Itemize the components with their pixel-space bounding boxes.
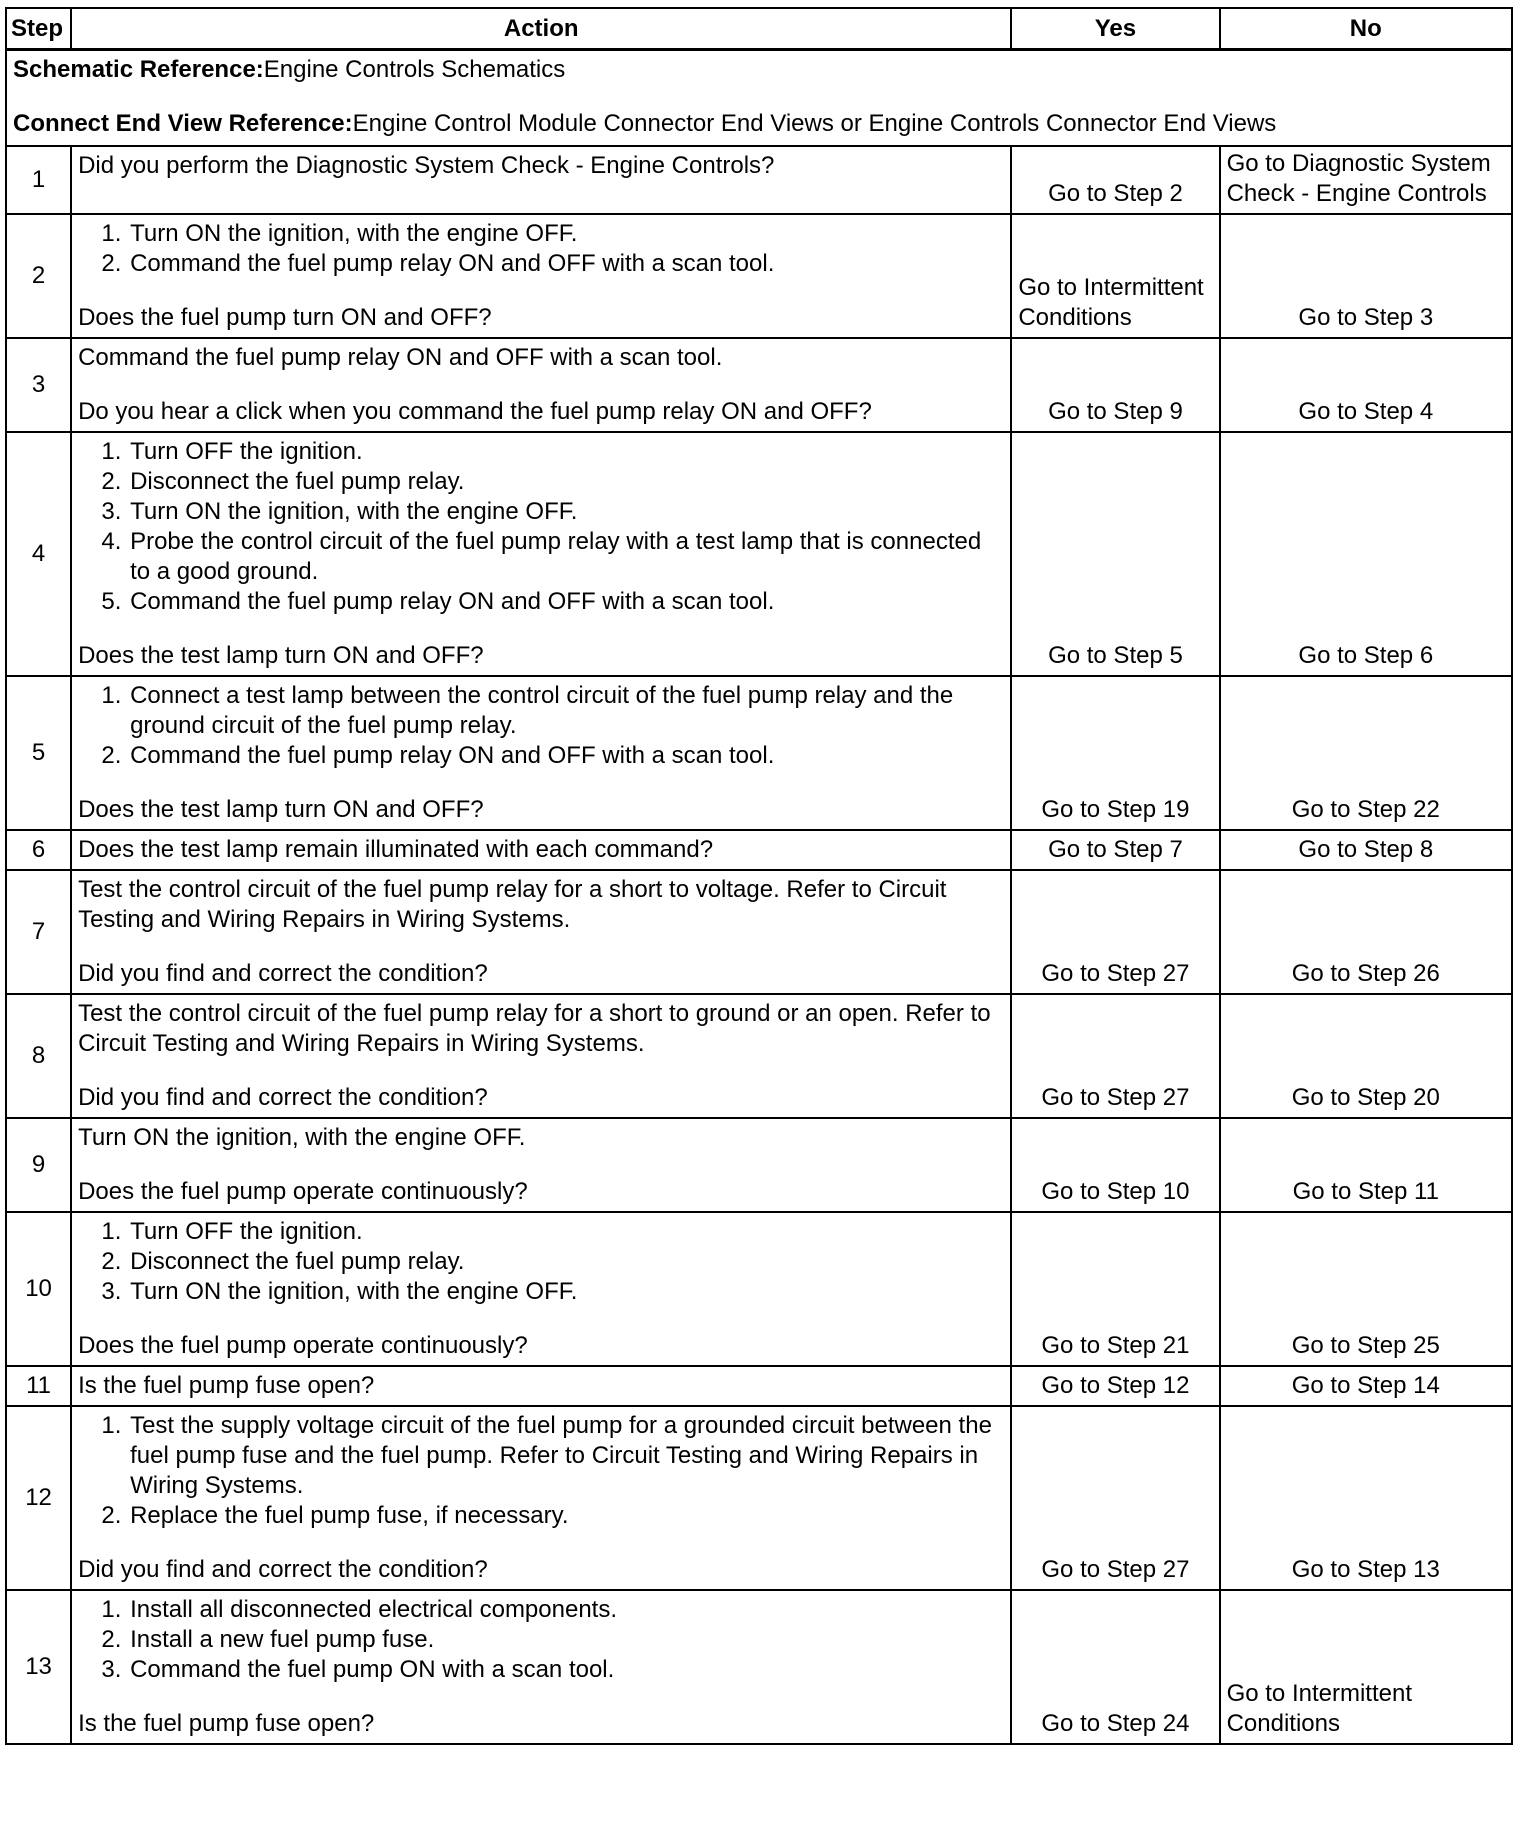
list-item: 1. Turn OFF the ignition.: [128, 1217, 1004, 1247]
no-result: Go to Step 11: [1220, 1118, 1512, 1212]
list-item: 2. Command the fuel pump relay ON and OFF with a scan tool.: [128, 741, 1004, 771]
list-item: 2. Command the fuel pump relay ON and OFF with a scan tool.: [128, 249, 1004, 279]
yes-result: Go to Step 7: [1011, 830, 1219, 870]
reference-cell: [6, 50, 1512, 147]
step-number: 2: [6, 214, 71, 338]
action-question: Did you perform the Diagnostic System Check - Engine Controls?: [78, 152, 775, 179]
action-question: Did you find and correct the condition?: [78, 1556, 488, 1583]
step-number: 6: [6, 830, 71, 870]
no-result: Go to Step 6: [1220, 432, 1512, 676]
action-steps-list: [78, 1411, 1004, 1531]
table-row: [6, 830, 1512, 870]
no-result: Go to Intermittent Conditions: [1220, 1590, 1512, 1744]
list-item: 2. Disconnect the fuel pump relay.: [128, 1247, 1004, 1277]
spacer: [78, 617, 1004, 641]
diagnostic-table: [5, 7, 1513, 1745]
spacer: [78, 771, 1004, 795]
action-cell: [71, 830, 1011, 870]
yes-result: Go to Step 5: [1011, 432, 1219, 676]
step-number: 7: [6, 870, 71, 994]
no-result: Go to Step 20: [1220, 994, 1512, 1118]
action-question: Do you hear a click when you command the fuel pump relay ON and OFF?: [78, 398, 872, 425]
table-row: [6, 1366, 1512, 1406]
yes-result: Go to Step 27: [1011, 1406, 1219, 1590]
action-cell: [71, 994, 1011, 1118]
step-number: 5: [6, 676, 71, 830]
action-cell: [71, 676, 1011, 830]
table-row: [6, 870, 1512, 994]
step-number: 9: [6, 1118, 71, 1212]
action-question: Does the fuel pump operate continuously?: [78, 1332, 528, 1359]
action-cell: [71, 1590, 1011, 1744]
action-steps-list: [78, 1595, 1004, 1685]
action-steps-list: [78, 681, 1004, 771]
table-row: [6, 338, 1512, 432]
reference-row: [6, 50, 1512, 147]
yes-result: Go to Step 21: [1011, 1212, 1219, 1366]
no-result: Go to Step 26: [1220, 870, 1512, 994]
connector-reference-value: Engine Control Module Connector End Views or Engine Controls Connector End Views: [352, 110, 1277, 137]
action-question: Did you find and correct the condition?: [78, 960, 488, 987]
spacer: [78, 1531, 1004, 1555]
list-item: 1. Turn ON the ignition, with the engine OFF.: [128, 219, 1004, 249]
action-intro: Command the fuel pump relay ON and OFF with a scan tool.: [78, 344, 723, 371]
spacer: [78, 1059, 1004, 1083]
action-cell: [71, 432, 1011, 676]
action-question: Is the fuel pump fuse open?: [78, 1372, 375, 1399]
list-item: 2. Replace the fuel pump fuse, if necessary.: [128, 1501, 1004, 1531]
step-number: 10: [6, 1212, 71, 1366]
table-body: [6, 50, 1512, 1745]
yes-result: Go to Intermittent Conditions: [1011, 214, 1219, 338]
header-step: Step: [6, 8, 71, 50]
action-cell: [71, 214, 1011, 338]
table-row: [6, 1118, 1512, 1212]
header-no: No: [1220, 8, 1512, 50]
table-row: [6, 994, 1512, 1118]
action-cell: [71, 870, 1011, 994]
no-result: Go to Step 14: [1220, 1366, 1512, 1406]
action-intro: Turn ON the ignition, with the engine OFF.: [78, 1124, 526, 1151]
spacer: [78, 373, 1004, 397]
action-cell: [71, 1366, 1011, 1406]
step-number: 4: [6, 432, 71, 676]
yes-result: Go to Step 27: [1011, 994, 1219, 1118]
action-question: Does the fuel pump operate continuously?: [78, 1178, 528, 1205]
list-item: 5. Command the fuel pump relay ON and OFF with a scan tool.: [128, 587, 1004, 617]
list-item: 2. Install a new fuel pump fuse.: [128, 1625, 1004, 1655]
yes-result: Go to Step 27: [1011, 870, 1219, 994]
no-result: Go to Step 3: [1220, 214, 1512, 338]
table-row: [6, 214, 1512, 338]
step-number: 12: [6, 1406, 71, 1590]
yes-result: Go to Step 19: [1011, 676, 1219, 830]
list-item: 1. Connect a test lamp between the control circuit of the fuel pump relay and the ground circuit of the fuel pump relay.: [128, 681, 1004, 741]
action-intro: Test the control circuit of the fuel pump relay for a short to ground or an open. Refer to Circuit Testing and Wiring Repairs in Wiring Systems.: [78, 1000, 991, 1057]
yes-result: Go to Step 10: [1011, 1118, 1219, 1212]
action-cell: [71, 338, 1011, 432]
action-steps-list: [78, 219, 1004, 279]
table-row: [6, 1406, 1512, 1590]
list-item: 1. Test the supply voltage circuit of the fuel pump for a grounded circuit between the fuel pump fuse and the fuel pump. Refer to Circuit Testing and Wiring Repairs in Wiring Systems.: [128, 1411, 1004, 1501]
schematic-reference-label: Schematic Reference:: [13, 56, 264, 83]
no-result: Go to Diagnostic System Check - Engine Controls: [1220, 146, 1512, 214]
yes-result: Go to Step 12: [1011, 1366, 1219, 1406]
spacer: [78, 1153, 1004, 1177]
no-result: Go to Step 13: [1220, 1406, 1512, 1590]
action-steps-list: [78, 437, 1004, 617]
action-intro: Test the control circuit of the fuel pump relay for a short to voltage. Refer to Circuit Testing and Wiring Repairs in Wiring Systems.: [78, 876, 947, 933]
action-question: Did you find and correct the condition?: [78, 1084, 488, 1111]
table-row: [6, 676, 1512, 830]
list-item: 3. Turn ON the ignition, with the engine OFF.: [128, 497, 1004, 527]
action-cell: [71, 146, 1011, 214]
list-item: 1. Install all disconnected electrical components.: [128, 1595, 1004, 1625]
table-row: [6, 146, 1512, 214]
step-number: 3: [6, 338, 71, 432]
step-number: 13: [6, 1590, 71, 1744]
header-yes: Yes: [1011, 8, 1219, 50]
spacer: [78, 1685, 1004, 1709]
action-cell: [71, 1406, 1011, 1590]
no-result: Go to Step 4: [1220, 338, 1512, 432]
table-row: [6, 432, 1512, 676]
list-item: 1. Turn OFF the ignition.: [128, 437, 1004, 467]
no-result: Go to Step 25: [1220, 1212, 1512, 1366]
connector-reference-label: Connect End View Reference:: [13, 110, 353, 137]
step-number: 11: [6, 1366, 71, 1406]
action-question: Does the test lamp turn ON and OFF?: [78, 642, 484, 669]
list-item: 2. Disconnect the fuel pump relay.: [128, 467, 1004, 497]
action-question: Does the test lamp turn ON and OFF?: [78, 796, 484, 823]
action-question: Is the fuel pump fuse open?: [78, 1710, 375, 1737]
spacer: [78, 1307, 1004, 1331]
table-row: [6, 1212, 1512, 1366]
header-action: Action: [71, 8, 1011, 50]
yes-result: Go to Step 24: [1011, 1590, 1219, 1744]
step-number: 1: [6, 146, 71, 214]
header-row: [6, 8, 1512, 50]
yes-result: Go to Step 9: [1011, 338, 1219, 432]
action-cell: [71, 1212, 1011, 1366]
action-question: Does the fuel pump turn ON and OFF?: [78, 304, 492, 331]
schematic-reference: [13, 55, 1505, 85]
no-result: Go to Step 8: [1220, 830, 1512, 870]
yes-result: Go to Step 2: [1011, 146, 1219, 214]
list-item: 3. Turn ON the ignition, with the engine OFF.: [128, 1277, 1004, 1307]
no-result: Go to Step 22: [1220, 676, 1512, 830]
action-cell: [71, 1118, 1011, 1212]
spacer: [78, 279, 1004, 303]
schematic-reference-value: Engine Controls Schematics: [263, 56, 566, 83]
spacer: [78, 935, 1004, 959]
connector-reference: [13, 109, 1505, 139]
step-number: 8: [6, 994, 71, 1118]
list-item: 4. Probe the control circuit of the fuel pump relay with a test lamp that is connected to a good ground.: [128, 527, 1004, 587]
action-question: Does the test lamp remain illuminated with each command?: [78, 836, 714, 863]
table-row: [6, 1590, 1512, 1744]
list-item: 3. Command the fuel pump ON with a scan tool.: [128, 1655, 1004, 1685]
action-steps-list: [78, 1217, 1004, 1307]
